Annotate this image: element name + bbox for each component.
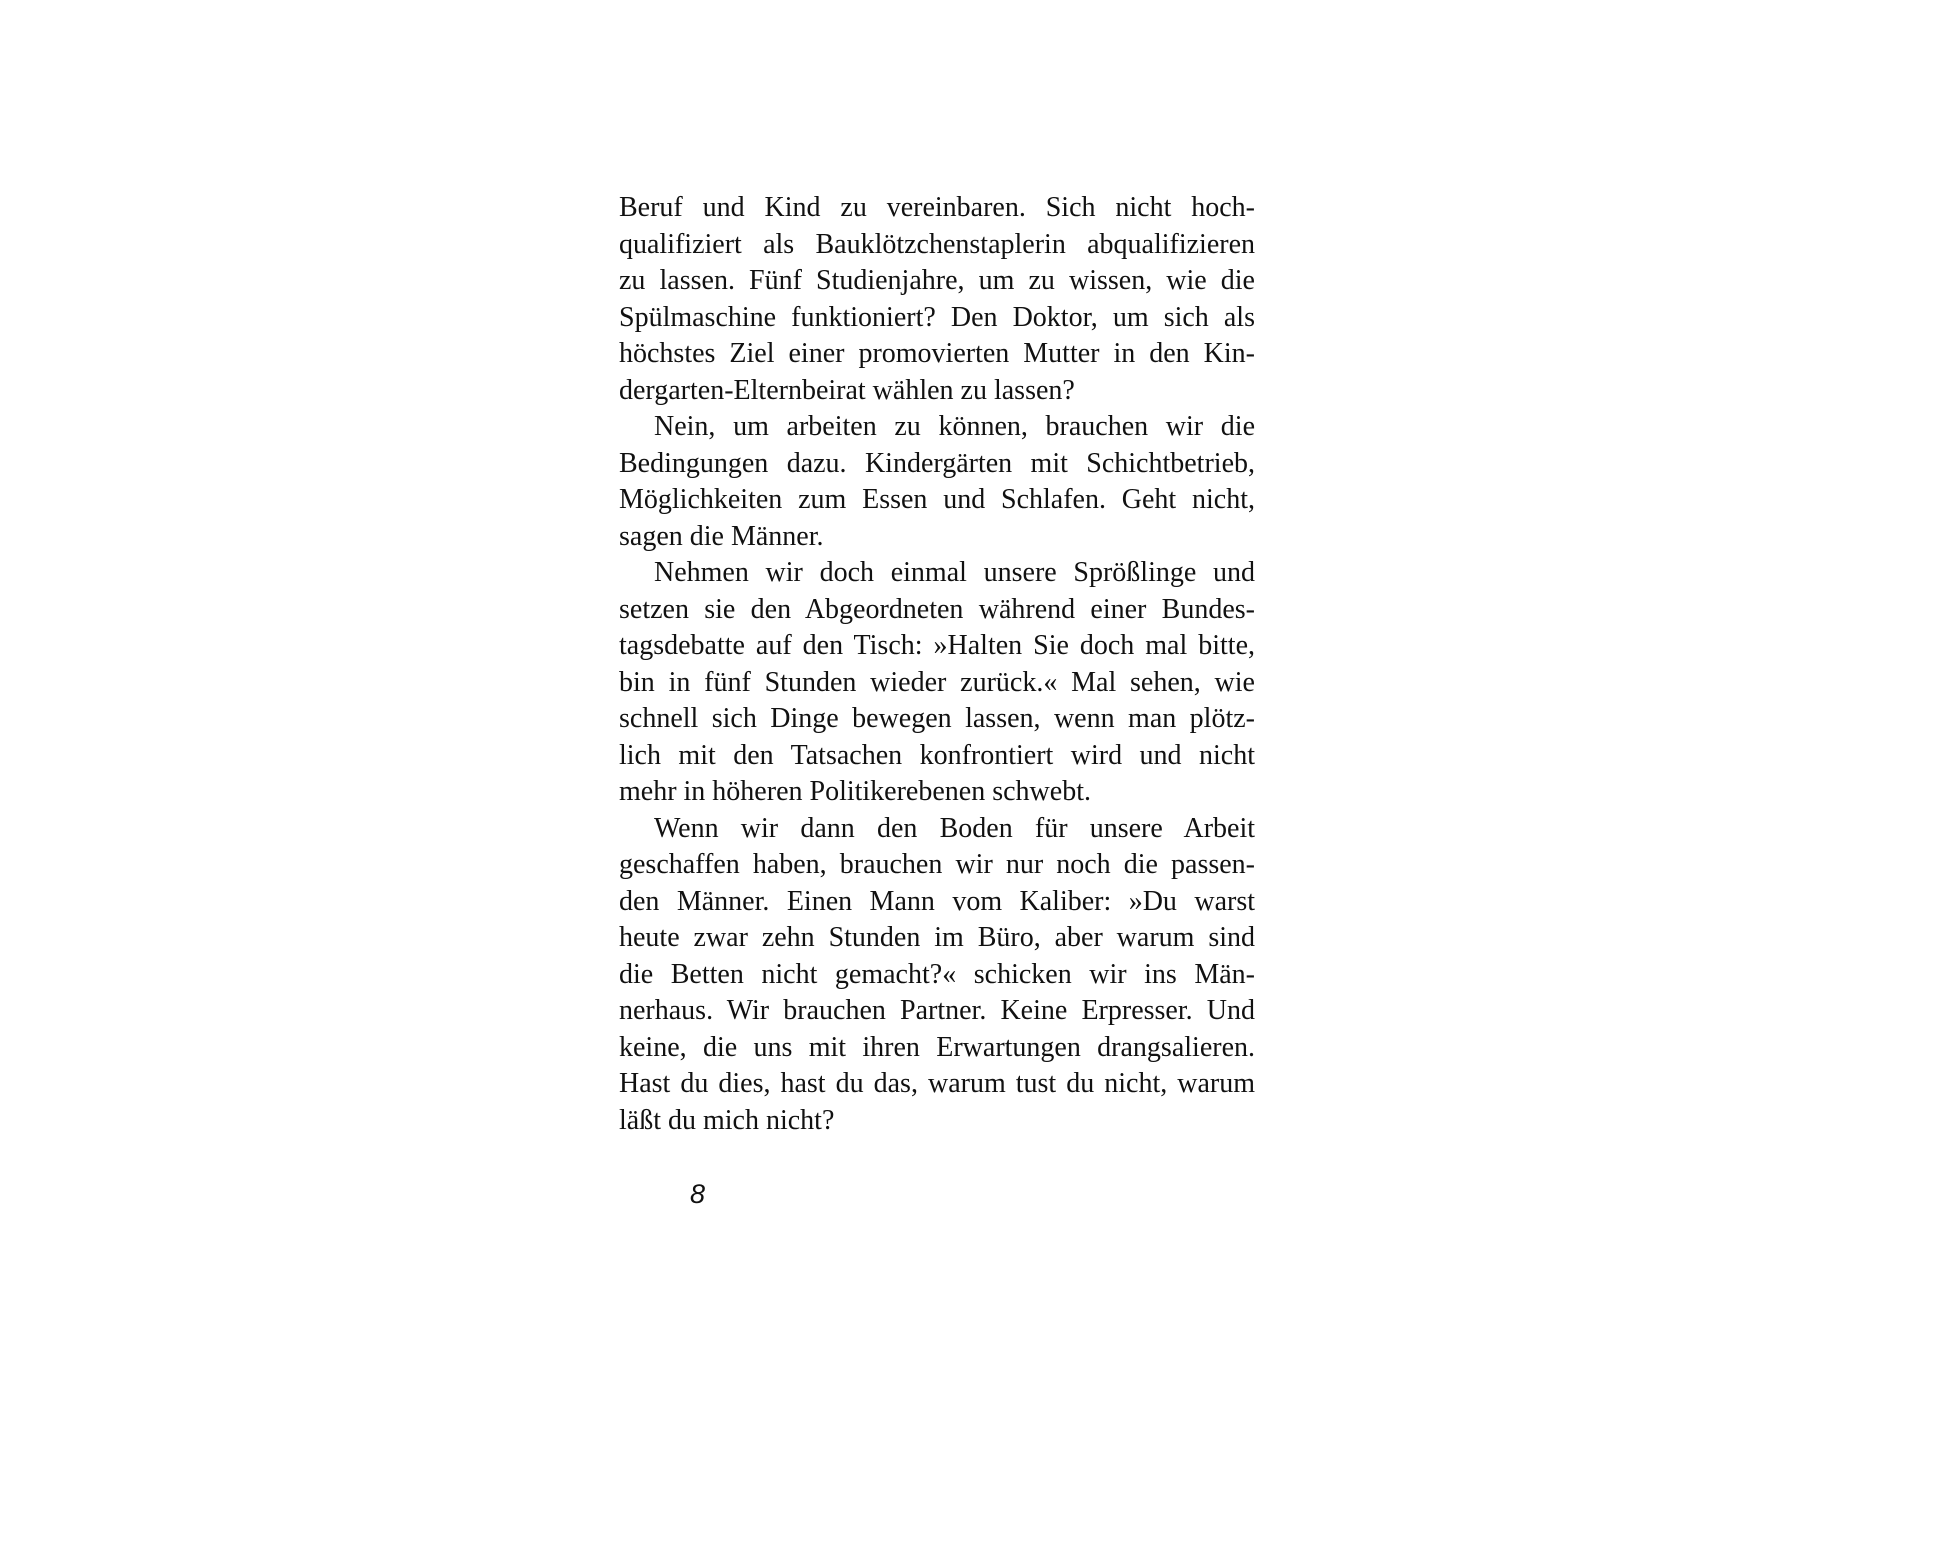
text-line: Möglichkeiten zum Essen und Schlafen. Geht nicht,: [619, 484, 1255, 515]
text-line: tagsdebatte auf den Tisch: »Halten Sie doch mal bitte,: [619, 630, 1255, 661]
text-line: Nein, um arbeiten zu können, brauchen wir die: [654, 411, 1255, 442]
text-line: bin in fünf Stunden wieder zurück.« Mal sehen, wie: [619, 666, 1255, 698]
text-line: die Betten nicht gemacht?« schicken wir ins Män-: [619, 958, 1255, 990]
text-line: lich mit den Tatsachen konfrontiert wird und nicht: [619, 739, 1255, 771]
paragraph: [619, 409, 1255, 555]
paragraph: [619, 811, 1255, 1140]
text-line: schnell sich Dinge bewegen lassen, wenn man plötz-: [619, 703, 1255, 734]
text-line: Nehmen wir doch einmal unsere Sprößlinge und: [654, 557, 1255, 588]
text-line: dergarten-Elternbeirat wählen zu lassen?: [619, 374, 1075, 406]
body-text: [619, 190, 1255, 1139]
text-line: sagen die Männer.: [619, 520, 824, 552]
text-line: zu lassen. Fünf Studienjahre, um zu wissen, wie die: [619, 265, 1255, 296]
text-line: mehr in höheren Politikerebenen schwebt.: [619, 776, 1091, 807]
text-line: heute zwar zehn Stunden im Büro, aber warum sind: [619, 922, 1255, 953]
paragraph: [619, 190, 1255, 409]
text-line: Spülmaschine funktioniert? Den Doktor, um sich als: [619, 301, 1255, 333]
text-line: den Männer. Einen Mann vom Kaliber: »Du warst: [619, 885, 1255, 917]
page-number: 8: [690, 1179, 706, 1209]
text-line: höchstes Ziel einer promovierten Mutter in den Kin-: [619, 338, 1255, 369]
text-line: läßt du mich nicht?: [619, 1104, 835, 1136]
text-line: Hast du dies, hast du das, warum tust du nicht, warum: [619, 1068, 1255, 1099]
text-line: keine, die uns mit ihren Erwartungen drangsalieren.: [619, 1031, 1255, 1063]
text-line: geschaffen haben, brauchen wir nur noch die passen-: [619, 849, 1255, 880]
text-line: setzen sie den Abgeordneten während einer Bundes-: [619, 593, 1255, 625]
text-line: Bedingungen dazu. Kindergärten mit Schichtbetrieb,: [619, 447, 1255, 479]
text-line: Beruf und Kind zu vereinbaren. Sich nicht hoch-: [619, 192, 1255, 223]
text-line: nerhaus. Wir brauchen Partner. Keine Erpresser. Und: [619, 995, 1255, 1026]
text-line: Wenn wir dann den Boden für unsere Arbeit: [654, 812, 1255, 844]
text-line: qualifiziert als Bauklötzchenstaplerin abqualifizieren: [619, 228, 1255, 260]
paragraph: [619, 555, 1255, 811]
